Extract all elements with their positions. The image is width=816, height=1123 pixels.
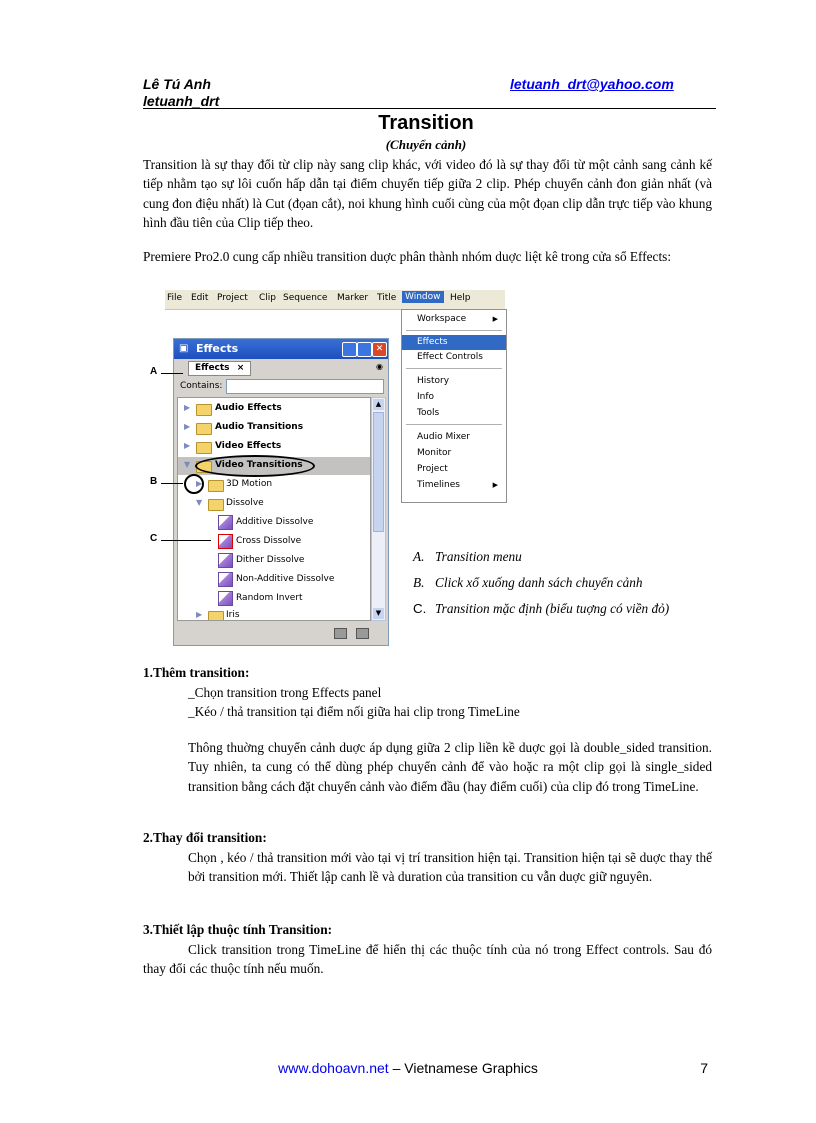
section-1-step-2: _Kéo / thả transition tại điểm nối giữa hai clip trong TimeLine bbox=[188, 704, 520, 719]
effects-screenshot bbox=[150, 290, 505, 648]
tree-item-iris[interactable] bbox=[178, 607, 370, 621]
callout-line bbox=[161, 483, 183, 484]
header-rule bbox=[143, 108, 716, 109]
menu-title[interactable]: Title bbox=[377, 293, 397, 303]
folder-icon bbox=[196, 404, 212, 416]
panel-titlebar bbox=[174, 339, 388, 359]
effects-tree bbox=[177, 397, 371, 621]
collapse-arrow-icon[interactable]: ▼ bbox=[196, 498, 203, 507]
menu-item-history[interactable]: History bbox=[417, 376, 450, 386]
search-input[interactable] bbox=[226, 379, 384, 394]
effects-panel bbox=[173, 338, 389, 646]
menu-item-audio-mixer[interactable]: Audio Mixer bbox=[417, 432, 470, 442]
highlight-ellipse bbox=[195, 455, 315, 477]
tree-item-additive-dissolve[interactable] bbox=[178, 514, 370, 532]
contains-label: Contains: bbox=[180, 381, 223, 391]
menu-item-monitor[interactable]: Monitor bbox=[417, 448, 452, 458]
menu-separator bbox=[406, 368, 502, 369]
tab-effects-label: Effects bbox=[195, 363, 230, 373]
tree-item-dither-dissolve[interactable] bbox=[178, 552, 370, 570]
collapse-arrow-icon[interactable]: ▼ bbox=[184, 460, 191, 469]
intro-paragraph-2: Premiere Pro2.0 cung cấp nhiều transition duợc phân thành nhóm duợc liệt kê trong cửa sổ Effects: bbox=[143, 249, 672, 264]
submenu-arrow-icon: ▶ bbox=[492, 315, 498, 323]
caption-key: A. bbox=[413, 549, 425, 564]
menu-item-project[interactable]: Project bbox=[417, 464, 448, 474]
section-3-heading: 3.Thiết lập thuộc tính Transition: bbox=[143, 922, 333, 937]
tree-label: Cross Dissolve bbox=[236, 536, 302, 546]
caption-key: B. bbox=[413, 575, 425, 590]
caption-text: Click xổ xuống danh sách chuyển cảnh bbox=[435, 575, 643, 590]
caption-text: Transition menu bbox=[435, 549, 522, 564]
tree-item-video-effects[interactable] bbox=[178, 438, 370, 456]
tree-item-dissolve[interactable] bbox=[178, 495, 370, 513]
highlight-circle bbox=[184, 474, 204, 494]
author-handle: letuanh_drt bbox=[143, 93, 220, 109]
menu-item-info[interactable]: Info bbox=[417, 392, 435, 402]
footer bbox=[0, 1060, 816, 1076]
callout-c: C bbox=[150, 533, 158, 544]
menu-item-effects[interactable]: Effects bbox=[402, 335, 506, 350]
menu-help[interactable]: Help bbox=[450, 293, 471, 303]
callout-line bbox=[161, 373, 183, 374]
callout-a: A bbox=[150, 366, 158, 377]
callout-line bbox=[161, 540, 211, 541]
menubar bbox=[165, 290, 505, 310]
folder-icon bbox=[208, 499, 224, 511]
caption-key: C. bbox=[413, 601, 427, 616]
menu-edit[interactable]: Edit bbox=[191, 293, 209, 303]
minimize-icon[interactable] bbox=[342, 342, 357, 357]
section-1-paragraph: Thông thuờng chuyển cảnh duợc áp dụng giữa 2 clip liền kề duợc gọi là double_sided transition. Tuy nhiên, ta cung có thể dùng phép chuyển cảnh để vào hoặc ra một clip gọi là single_sided transition bằng cách đặt chuyển cảnh vào điểm đầu (hay điểm cuối) của clip đó trong TimeLine. bbox=[188, 740, 712, 794]
tree-label: Non-Additive Dissolve bbox=[236, 574, 335, 584]
tree-label: Dither Dissolve bbox=[236, 555, 305, 565]
caption-b bbox=[413, 575, 643, 591]
film-icon: ▣ bbox=[179, 343, 189, 354]
new-bin-icon[interactable] bbox=[334, 628, 347, 639]
tree-item-audio-effects[interactable] bbox=[178, 400, 370, 418]
tree-label: Iris bbox=[226, 610, 240, 620]
folder-icon bbox=[196, 423, 212, 435]
expand-arrow-icon[interactable]: ▶ bbox=[196, 610, 203, 619]
email-link[interactable]: letuanh_drt@yahoo.com bbox=[510, 76, 674, 92]
menu-item-effect-controls[interactable]: Effect Controls bbox=[417, 352, 483, 362]
tree-item-non-additive-dissolve[interactable] bbox=[178, 571, 370, 589]
section-2-paragraph: Chọn , kéo / thả transition mới vào tại vị trí transition hiện tại. Transition hiện tại sẽ duợc thay thế bởi transition mới. Thiết lập canh lề và duration của transition cu vẫn duợc giữ nguyên. bbox=[188, 850, 712, 885]
menu-clip[interactable]: Clip bbox=[259, 293, 276, 303]
folder-icon bbox=[208, 480, 224, 492]
tree-item-audio-transitions[interactable] bbox=[178, 419, 370, 437]
tree-label: Random Invert bbox=[236, 593, 303, 603]
page-title: Transition bbox=[378, 112, 474, 134]
tree-label: Audio Transitions bbox=[215, 422, 304, 432]
tab-effects[interactable] bbox=[188, 361, 251, 376]
menu-file[interactable]: File bbox=[167, 293, 183, 303]
callout-b: B bbox=[150, 476, 158, 487]
tree-label: Video Effects bbox=[215, 441, 282, 451]
expand-arrow-icon[interactable]: ▶ bbox=[184, 403, 191, 412]
tab-close-icon[interactable]: × bbox=[236, 363, 245, 373]
tree-label: Additive Dissolve bbox=[236, 517, 314, 527]
maximize-icon[interactable] bbox=[357, 342, 372, 357]
section-2-heading: 2.Thay đổi transition: bbox=[143, 830, 267, 845]
page-subtitle: (Chuyển cảnh) bbox=[385, 137, 467, 152]
tree-label: Video Transitions bbox=[215, 460, 303, 470]
folder-icon bbox=[208, 611, 224, 621]
panel-title: Effects bbox=[196, 342, 239, 355]
tree-item-cross-dissolve[interactable] bbox=[178, 533, 370, 551]
window-menu-dropdown bbox=[401, 309, 507, 503]
tree-label: 3D Motion bbox=[226, 479, 273, 489]
transition-icon bbox=[218, 572, 233, 587]
section-1-step-1: _Chọn transition trong Effects panel bbox=[188, 685, 382, 700]
scrollbar[interactable] bbox=[371, 397, 386, 621]
page-number: 7 bbox=[700, 1060, 708, 1076]
section-3-paragraph: Click transition trong TimeLine để hiển thị các thuộc tính của nó trong Effect controls. Sau đó thay đổi các thuộc tính nếu muốn. bbox=[143, 942, 712, 977]
caption-text: Transition mặc định (biểu tuợng có viền đỏ) bbox=[435, 601, 670, 616]
expand-arrow-icon[interactable]: ▶ bbox=[184, 422, 191, 431]
scroll-down-icon[interactable]: ▼ bbox=[373, 608, 384, 619]
scroll-up-icon[interactable]: ▲ bbox=[373, 399, 384, 410]
tree-item-3d-motion[interactable] bbox=[178, 476, 370, 494]
menu-item-timelines[interactable]: Timelines bbox=[417, 480, 460, 490]
transition-icon bbox=[218, 515, 233, 530]
footer-text: – Vietnamese Graphics bbox=[388, 1060, 538, 1076]
menu-window[interactable]: Window bbox=[402, 291, 444, 303]
section-1-heading: 1.Thêm transition: bbox=[143, 665, 250, 680]
intro-paragraph-1: Transition là sự thay đổi từ clip này sang clip khác, với video đó là sự thay đổi từ một cảnh sang cảnh kế tiếp nhằm tạo sự lôi cuốn hấp dẫn tại điểm chuyển tiếp giữa 2 clip. Phép chuyển cảnh đon giản nhất (và cung đon điệu nhất) là Cut (đọan cắt), noi khung hình cuối cùng của một đọan clip dẫn trực tiếp vào khung hình đầu tiên của Clip tiếp theo. bbox=[143, 157, 712, 231]
author-name: Lê Tú Anh bbox=[143, 76, 211, 92]
menu-sequence[interactable]: Sequence bbox=[283, 293, 328, 303]
tree-label: Dissolve bbox=[226, 498, 264, 508]
caption-a bbox=[413, 549, 522, 565]
caption-c bbox=[413, 601, 669, 617]
transition-icon bbox=[218, 553, 233, 568]
default-transition-icon bbox=[218, 534, 233, 549]
delete-icon[interactable] bbox=[356, 628, 369, 639]
submenu-arrow-icon: ▶ bbox=[492, 481, 498, 489]
expand-arrow-icon[interactable]: ▶ bbox=[184, 441, 191, 450]
scroll-thumb[interactable] bbox=[373, 412, 384, 532]
expand-arrow-icon[interactable]: ▶ bbox=[196, 479, 203, 488]
menu-project[interactable]: Project bbox=[217, 293, 248, 303]
footer-site-link[interactable]: www.dohoavn.net bbox=[278, 1060, 389, 1076]
tree-item-random-invert[interactable] bbox=[178, 590, 370, 608]
folder-icon bbox=[196, 442, 212, 454]
menu-marker[interactable]: Marker bbox=[337, 293, 369, 303]
close-icon[interactable]: ✕ bbox=[372, 342, 387, 357]
tree-label: Audio Effects bbox=[215, 403, 282, 413]
menu-item-workspace[interactable]: Workspace bbox=[417, 314, 467, 324]
transition-icon bbox=[218, 591, 233, 606]
menu-separator bbox=[406, 330, 502, 331]
panel-menu-icon[interactable]: ◉ bbox=[376, 362, 383, 371]
menu-item-tools[interactable]: Tools bbox=[417, 408, 440, 418]
menu-separator bbox=[406, 424, 502, 425]
